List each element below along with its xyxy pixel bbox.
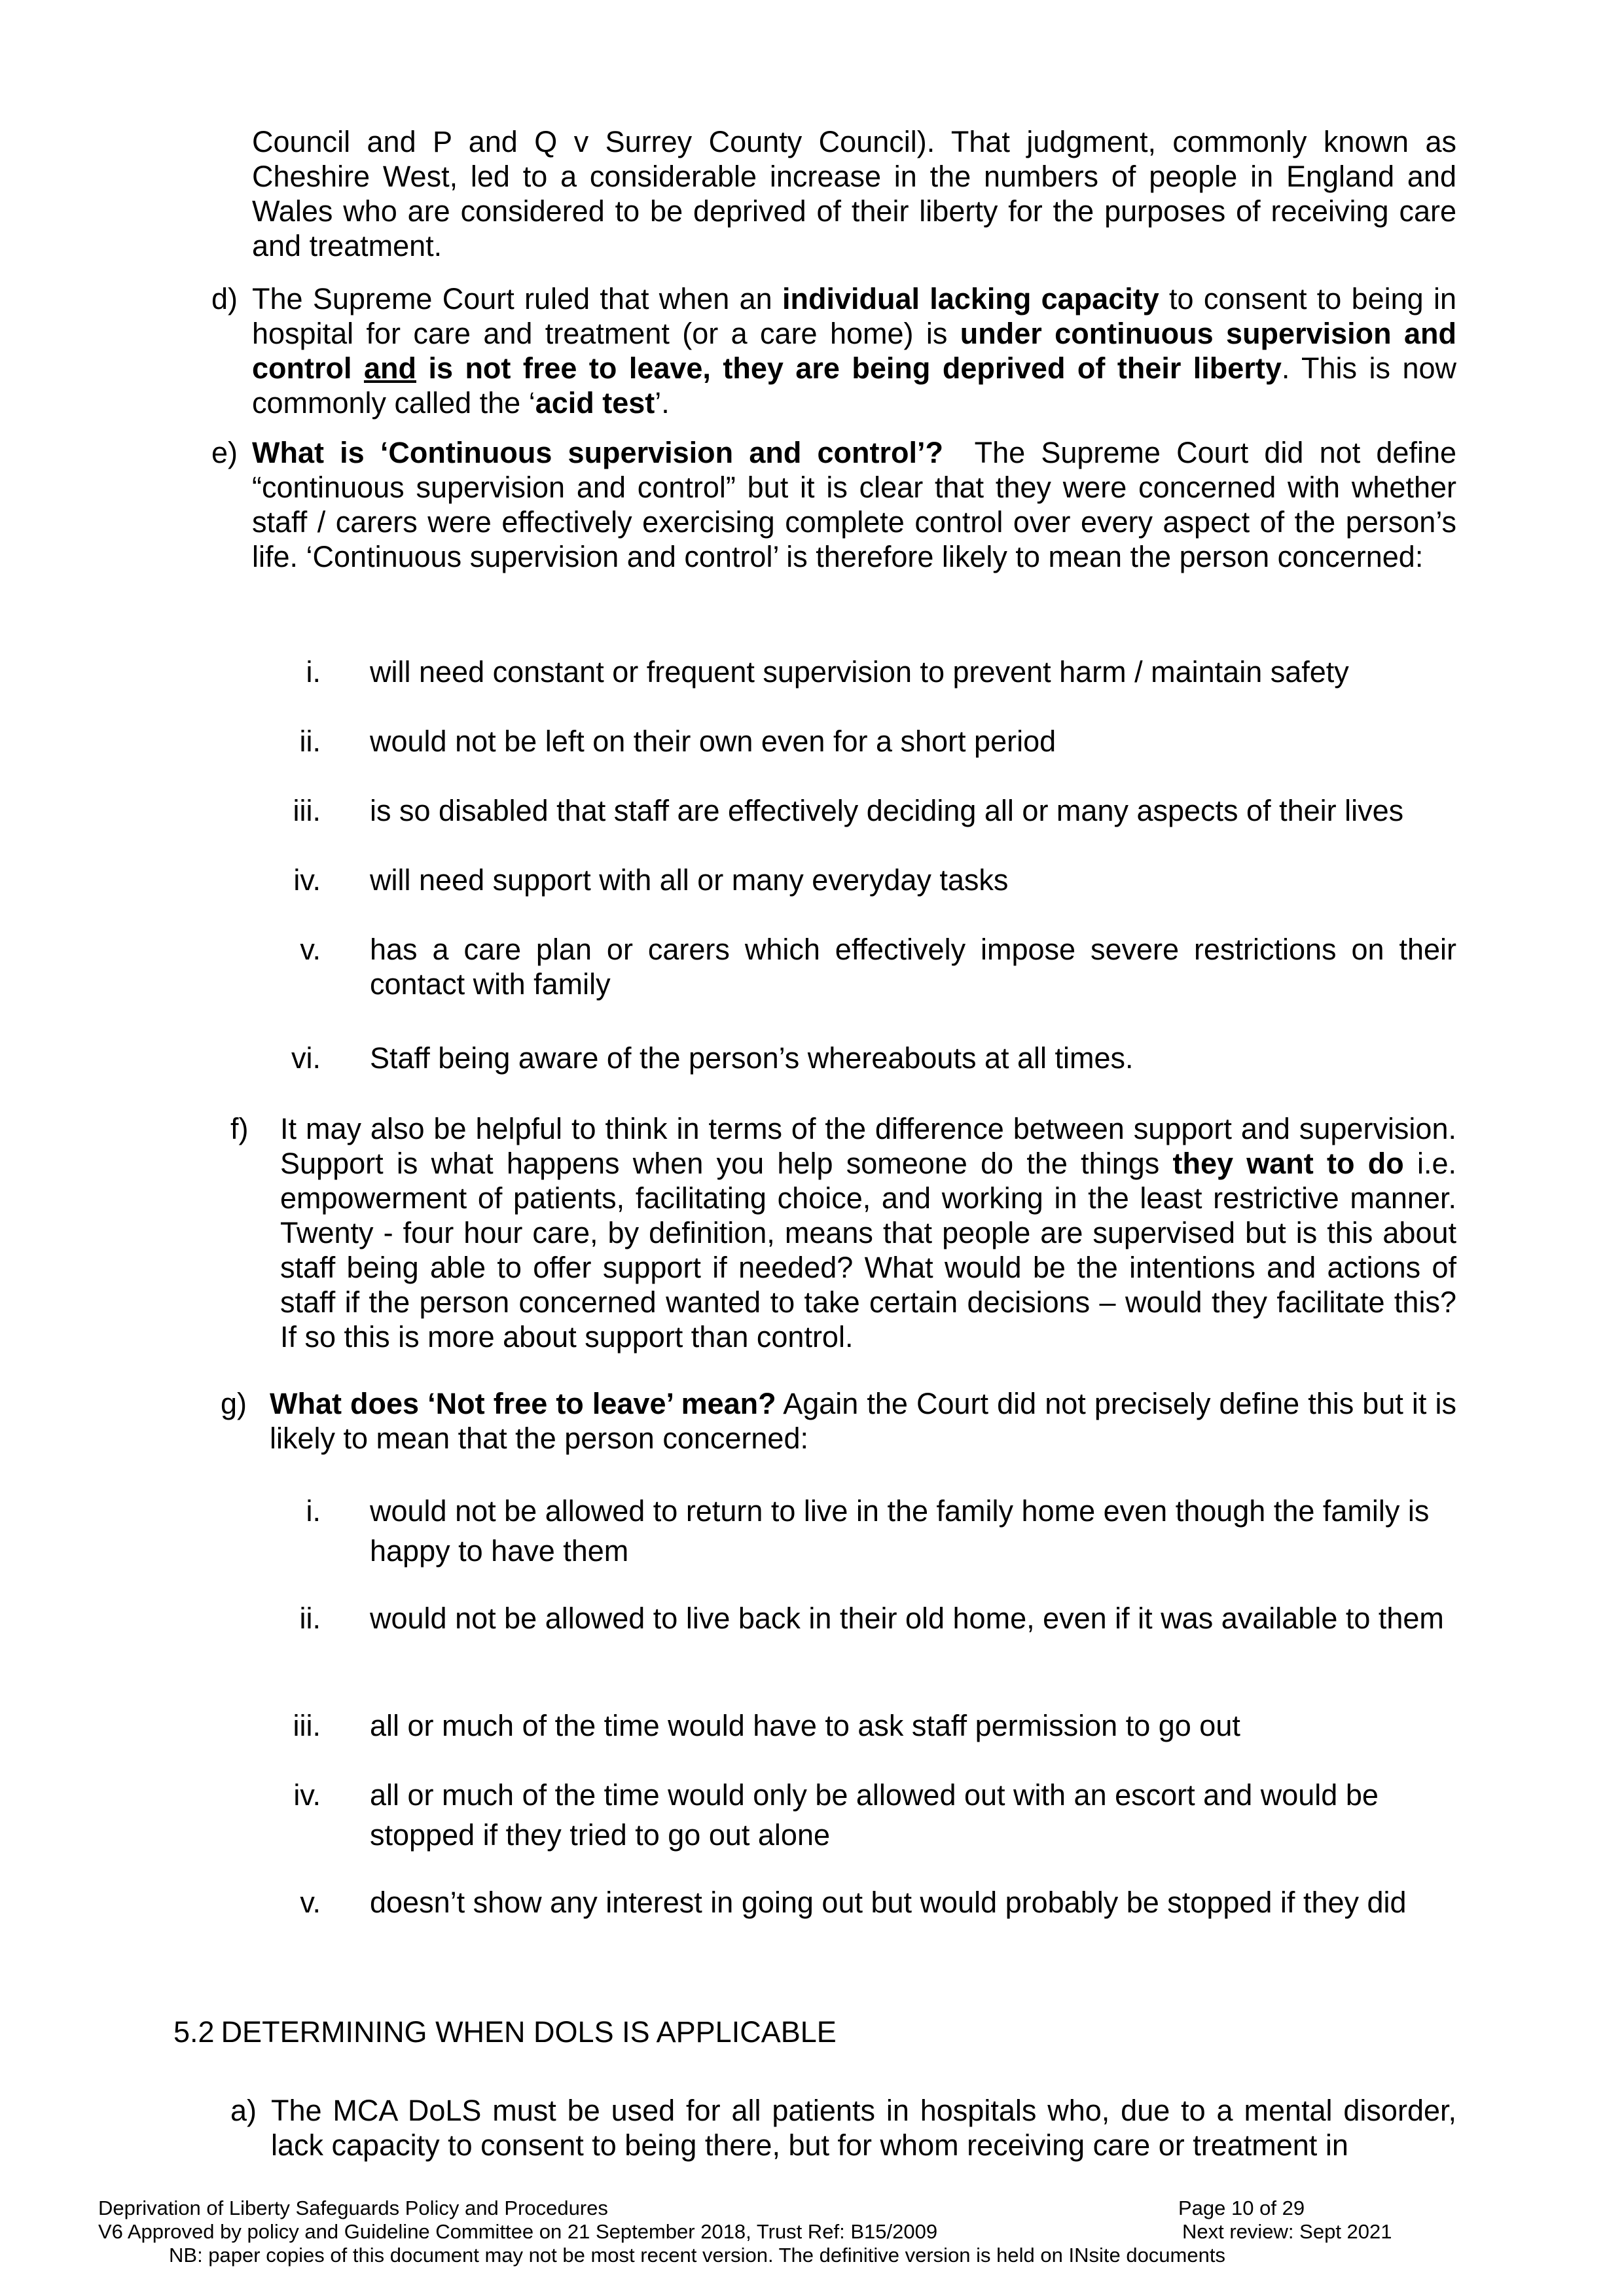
e-item-text: would not be left on their own even for a short period bbox=[370, 725, 1056, 758]
item-g-paragraph bbox=[270, 1386, 1456, 1456]
item-g-text: Again the Court did not precisely define this but it is likely to mean that the person concerned: bbox=[270, 1387, 1456, 1455]
item-d-label: d) bbox=[211, 282, 238, 315]
item-f-paragraph bbox=[280, 1111, 1456, 1354]
e-item-num: iii. bbox=[293, 794, 321, 827]
g-item-num: ii. bbox=[299, 1602, 321, 1635]
item-d-text: . This is now commonly called the ‘ bbox=[252, 351, 1456, 420]
section-title: DETERMINING WHEN DOLS IS APPLICABLE bbox=[221, 2015, 837, 2049]
footer-doc-title: Deprivation of Liberty Safeguards Policy and Procedures bbox=[98, 2197, 608, 2219]
e-item-num: v. bbox=[300, 933, 321, 966]
item-f-bold: they want to do bbox=[1172, 1147, 1404, 1180]
g-item-num: v. bbox=[300, 1886, 321, 1919]
footer-note: NB: paper copies of this document may not be most recent version. The definitive version is held on INsite documents bbox=[169, 2244, 1225, 2267]
section-number: 5.2 bbox=[173, 2015, 215, 2049]
g-item-text: would not be allowed to live back in their old home, even if it was available to them bbox=[370, 1602, 1444, 1635]
e-item-text: has a care plan or carers which effectively impose severe restrictions on their contact with family bbox=[370, 933, 1456, 1001]
g-item-text: would not be allowed to return to live in the family home even though the family is happy to have them bbox=[370, 1494, 1430, 1568]
g-item-text: doesn’t show any interest in going out but would probably be stopped if they did bbox=[370, 1886, 1407, 1919]
item-e-paragraph bbox=[252, 435, 1456, 574]
item-d-text: The Supreme Court ruled that when an bbox=[252, 282, 782, 315]
footer-approval: V6 Approved by policy and Guideline Committee on 21 September 2018, Trust Ref: B15/2009 bbox=[98, 2220, 938, 2243]
e-item-num: iv. bbox=[293, 863, 321, 897]
e-item-text: will need support with all or many everyday tasks bbox=[370, 863, 1009, 897]
item-e-text: The Supreme Court did not define “continuous supervision and control” but it is clear that they were concerned with whether staff / carers were effectively exercising complete control over every aspect of the person’s life. ‘Continuous supervision and control’ is therefore likely to mean the person concerned: bbox=[252, 436, 1456, 573]
g-item-num: i. bbox=[306, 1494, 321, 1528]
g-item-num: iii. bbox=[293, 1709, 321, 1742]
item-g-heading: What does ‘Not free to leave’ mean? bbox=[270, 1387, 776, 1420]
e-item-text: Staff being aware of the person’s whereabouts at all times. bbox=[370, 1041, 1134, 1075]
item-e-label: e) bbox=[211, 436, 238, 469]
item-d-bold: acid test bbox=[535, 386, 655, 420]
intro-line: and treatment. bbox=[252, 229, 442, 262]
item-d-bold: individual lacking capacity bbox=[782, 282, 1159, 315]
intro-line: Wales who are considered to be deprived of their liberty for the purposes of receiving care bbox=[252, 194, 1456, 228]
intro-line: Cheshire West, led to a considerable increase in the numbers of people in England and bbox=[252, 160, 1456, 193]
item-d-text: ’. bbox=[655, 386, 670, 420]
item-d-underlined: and bbox=[363, 351, 416, 385]
item-d-bold: under continuous supervision and control bbox=[252, 317, 1456, 385]
e-item-text: is so disabled that staff are effectively deciding all or many aspects of their lives bbox=[370, 794, 1404, 827]
g-item-text: all or much of the time would have to ask staff permission to go out bbox=[370, 1709, 1240, 1742]
item-f-label: f) bbox=[230, 1112, 249, 1145]
item-d-text: to consent to being in hospital for care and treatment (or a care home) is bbox=[252, 282, 1456, 350]
e-item-num: vi. bbox=[291, 1041, 321, 1075]
item-f-text: It may also be helpful to think in terms of the difference between support and supervision. Support is what happens when you help someone do the things bbox=[280, 1112, 1456, 1180]
e-item-num: i. bbox=[306, 655, 321, 689]
item-d-bold: is not free to leave, they are being deprived of their liberty bbox=[416, 351, 1282, 385]
g-item-text: all or much of the time would only be allowed out with an escort and would be stopped if they tried to go out alone bbox=[370, 1778, 1379, 1852]
item-g-label: g) bbox=[221, 1387, 247, 1420]
item-d-paragraph bbox=[252, 281, 1456, 420]
footer-page-number: Page 10 of 29 bbox=[1178, 2197, 1305, 2219]
e-item-num: ii. bbox=[299, 725, 321, 758]
section-heading bbox=[173, 2015, 837, 2049]
intro-line: Council and P and Q v Surrey County Council). That judgment, commonly known as bbox=[252, 125, 1456, 158]
footer-review-date: Next review: Sept 2021 bbox=[1182, 2220, 1392, 2243]
e-item-text: will need constant or frequent supervision to prevent harm / maintain safety bbox=[370, 655, 1349, 689]
item-a-label: a) bbox=[230, 2094, 257, 2127]
item-f-text: i.e. empowerment of patients, facilitating choice, and working in the least restrictive manner. Twenty - four hour care, by definition, means that people are supervised but is this about staff being able to offer support if needed? What would be the intentions and actions of staff if the person concerned wanted to take certain decisions – would they facilitate this? If so this is more about support than control. bbox=[280, 1147, 1456, 1354]
item-e-heading: What is ‘Continuous supervision and control’? bbox=[252, 436, 944, 469]
intro-paragraph bbox=[252, 124, 1456, 263]
g-item-num: iv. bbox=[293, 1778, 321, 1812]
item-a-paragraph: The MCA DoLS must be used for all patients in hospitals who, due to a mental disorder, lack capacity to consent to being there, but for whom receiving care or treatment in bbox=[271, 2094, 1456, 2162]
